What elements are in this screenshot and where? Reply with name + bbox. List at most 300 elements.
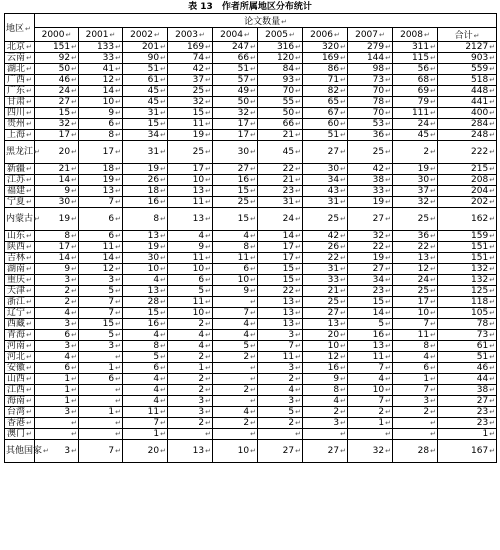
table-row (5, 297, 497, 308)
value-cell: 311↵ (393, 42, 438, 53)
value-cell: 1↵ (348, 418, 393, 429)
value-cell: 32↵ (35, 119, 79, 130)
value-cell: 11↵ (79, 242, 123, 253)
value-cell: 45↵ (123, 86, 168, 97)
value-cell: 167↵ (438, 440, 497, 463)
value-cell: 7↵ (79, 197, 123, 208)
value-cell: 8↵ (213, 242, 258, 253)
region-cell: 山西↵ (5, 374, 35, 385)
value-cell: 28↵ (393, 440, 438, 463)
value-cell: 7↵ (79, 297, 123, 308)
value-cell: 6↵ (79, 374, 123, 385)
value-cell: 66↵ (213, 53, 258, 64)
value-cell: 17↵ (393, 297, 438, 308)
value-cell: 162↵ (438, 208, 497, 231)
value-cell: 3↵ (35, 275, 79, 286)
value-cell: 15↵ (258, 264, 303, 275)
value-cell: 284↵ (438, 119, 497, 130)
table-row (5, 341, 497, 352)
value-cell: 15↵ (168, 108, 213, 119)
region-distribution-table (4, 13, 497, 463)
value-cell: 53↵ (348, 119, 393, 130)
value-cell: 57↵ (213, 75, 258, 86)
value-cell: ↵ (348, 429, 393, 440)
value-cell: 74↵ (168, 53, 213, 64)
value-cell: 15↵ (35, 108, 79, 119)
value-cell: 4↵ (348, 374, 393, 385)
value-cell: 20↵ (123, 440, 168, 463)
value-cell: 5↵ (258, 407, 303, 418)
value-cell: 9↵ (35, 186, 79, 197)
value-cell: 19↵ (168, 130, 213, 141)
table-row (5, 418, 497, 429)
table-row (5, 319, 497, 330)
value-cell: ↵ (79, 396, 123, 407)
table-header (5, 14, 497, 42)
table-body (5, 42, 497, 463)
value-cell: 4↵ (168, 330, 213, 341)
value-cell: 3↵ (303, 418, 348, 429)
value-cell: 10↵ (168, 264, 213, 275)
value-cell: 215↵ (438, 164, 497, 175)
value-cell: ↵ (258, 429, 303, 440)
value-cell: 11↵ (258, 352, 303, 363)
value-cell: 24↵ (35, 86, 79, 97)
value-cell: 73↵ (348, 75, 393, 86)
value-cell: 13↵ (258, 297, 303, 308)
value-cell: 24↵ (393, 119, 438, 130)
value-cell: 19↵ (123, 242, 168, 253)
value-cell: 9↵ (168, 242, 213, 253)
value-cell: 144↵ (348, 53, 393, 64)
value-cell: 3↵ (258, 363, 303, 374)
value-cell: 2↵ (35, 297, 79, 308)
value-cell: 92↵ (35, 53, 79, 64)
value-cell: 4↵ (123, 330, 168, 341)
value-cell: 51↵ (123, 64, 168, 75)
region-cell: 陕西↵ (5, 242, 35, 253)
year-header-0: 2000↵ (35, 28, 79, 42)
value-cell: 2↵ (168, 352, 213, 363)
value-cell: 24↵ (393, 275, 438, 286)
value-cell: 36↵ (393, 231, 438, 242)
value-cell: 23↵ (438, 407, 497, 418)
year-header-6: 2006↵ (303, 28, 348, 42)
value-cell: 22↵ (258, 164, 303, 175)
value-cell: 23↵ (348, 286, 393, 297)
value-cell: 6↵ (79, 119, 123, 130)
value-cell: 4↵ (123, 275, 168, 286)
value-cell: 3↵ (35, 440, 79, 463)
value-cell: 17↵ (213, 119, 258, 130)
value-cell: 27↵ (303, 308, 348, 319)
value-cell: 23↵ (258, 186, 303, 197)
value-cell: 5↵ (348, 319, 393, 330)
value-cell: 903↵ (438, 53, 497, 64)
value-cell: 6↵ (35, 330, 79, 341)
value-cell: 49↵ (213, 86, 258, 97)
value-cell: 16↵ (123, 319, 168, 330)
region-cell: 新疆↵ (5, 164, 35, 175)
value-cell: 10↵ (348, 385, 393, 396)
value-cell: 13↵ (123, 231, 168, 242)
value-cell: 90↵ (123, 53, 168, 64)
value-cell: 22↵ (258, 286, 303, 297)
value-cell: 201↵ (123, 42, 168, 53)
value-cell: 9↵ (79, 108, 123, 119)
value-cell: 22↵ (303, 253, 348, 264)
value-cell: 27↵ (438, 396, 497, 407)
value-cell: 50↵ (35, 64, 79, 75)
value-cell: 15↵ (213, 208, 258, 231)
region-cell: 内蒙古↵ (5, 208, 35, 231)
value-cell: 9↵ (35, 264, 79, 275)
value-cell: 6↵ (79, 231, 123, 242)
table-row (5, 97, 497, 108)
value-cell: 518↵ (438, 75, 497, 86)
region-cell: 甘肃↵ (5, 97, 35, 108)
value-cell: 30↵ (393, 175, 438, 186)
value-cell: 3↵ (168, 407, 213, 418)
value-cell: 27↵ (348, 264, 393, 275)
value-cell: 7↵ (393, 385, 438, 396)
value-cell: 60↵ (303, 119, 348, 130)
value-cell: 151↵ (438, 242, 497, 253)
value-cell: 12↵ (393, 264, 438, 275)
value-cell: 25↵ (393, 208, 438, 231)
value-cell: 50↵ (213, 97, 258, 108)
value-cell: 6↵ (123, 363, 168, 374)
value-cell: 247↵ (213, 42, 258, 53)
value-cell: 31↵ (123, 141, 168, 164)
value-cell: ↵ (79, 385, 123, 396)
value-cell: 4↵ (168, 231, 213, 242)
value-cell: 27↵ (303, 141, 348, 164)
region-column-header: 地区↵ (5, 14, 35, 42)
value-cell: 25↵ (168, 86, 213, 97)
value-cell: 105↵ (438, 308, 497, 319)
value-cell: 13↵ (168, 208, 213, 231)
value-cell: 42↵ (303, 231, 348, 242)
region-cell: 河南↵ (5, 341, 35, 352)
value-cell: 45↵ (258, 141, 303, 164)
table-row (5, 363, 497, 374)
value-cell: 27↵ (258, 440, 303, 463)
value-cell: ↵ (213, 363, 258, 374)
value-cell: 132↵ (438, 264, 497, 275)
value-cell: 7↵ (79, 440, 123, 463)
value-cell: 38↵ (348, 175, 393, 186)
value-cell: 56↵ (393, 64, 438, 75)
value-cell: 3↵ (393, 396, 438, 407)
value-cell: 4↵ (393, 352, 438, 363)
value-cell: 4↵ (303, 396, 348, 407)
value-cell: 19↵ (348, 197, 393, 208)
value-cell: 26↵ (303, 242, 348, 253)
value-cell: 7↵ (348, 363, 393, 374)
table-row (5, 130, 497, 141)
value-cell: 33↵ (303, 275, 348, 286)
value-cell: 18↵ (79, 164, 123, 175)
value-cell: 30↵ (123, 253, 168, 264)
value-cell: 51↵ (438, 352, 497, 363)
value-cell: 61↵ (123, 75, 168, 86)
value-cell: 118↵ (438, 297, 497, 308)
value-cell: 559↵ (438, 64, 497, 75)
value-cell: 6↵ (213, 264, 258, 275)
value-cell: 42↵ (168, 64, 213, 75)
table-row (5, 385, 497, 396)
value-cell: 33↵ (348, 186, 393, 197)
value-cell: 320↵ (303, 42, 348, 53)
region-cell: 山东↵ (5, 231, 35, 242)
value-cell: 10↵ (303, 341, 348, 352)
value-cell: ↵ (35, 418, 79, 429)
value-cell: 34↵ (348, 275, 393, 286)
value-cell: ↵ (213, 297, 258, 308)
value-cell: 17↵ (213, 130, 258, 141)
value-cell: 11↵ (393, 330, 438, 341)
value-cell: 15↵ (348, 297, 393, 308)
value-cell: 13↵ (303, 319, 348, 330)
region-cell: 香港↵ (5, 418, 35, 429)
value-cell: 125↵ (438, 286, 497, 297)
value-cell: 3↵ (79, 341, 123, 352)
value-cell: 31↵ (303, 197, 348, 208)
value-cell: 17↵ (79, 141, 123, 164)
value-cell: 7↵ (123, 418, 168, 429)
value-cell: ↵ (213, 429, 258, 440)
value-cell: 279↵ (348, 42, 393, 53)
value-cell: 151↵ (35, 42, 79, 53)
value-cell: 19↵ (348, 253, 393, 264)
table-row (5, 64, 497, 75)
value-cell: 23↵ (438, 418, 497, 429)
value-cell: 6↵ (35, 363, 79, 374)
value-cell: 86↵ (303, 64, 348, 75)
value-cell: 2↵ (258, 418, 303, 429)
value-cell: 19↵ (393, 164, 438, 175)
value-cell: 31↵ (258, 197, 303, 208)
value-cell: 1↵ (168, 363, 213, 374)
value-cell: 20↵ (303, 330, 348, 341)
value-cell: 4↵ (213, 407, 258, 418)
value-cell: 51↵ (303, 130, 348, 141)
value-cell: 19↵ (79, 175, 123, 186)
value-cell: 25↵ (168, 141, 213, 164)
value-cell: 82↵ (303, 86, 348, 97)
table-row (5, 286, 497, 297)
value-cell: 31↵ (123, 108, 168, 119)
value-cell: 17↵ (35, 242, 79, 253)
value-cell: 6↵ (168, 275, 213, 286)
value-cell: 12↵ (79, 75, 123, 86)
region-cell: 吉林↵ (5, 253, 35, 264)
value-cell: 2↵ (213, 385, 258, 396)
table-row (5, 264, 497, 275)
region-cell: 四川↵ (5, 108, 35, 119)
value-cell: 8↵ (123, 341, 168, 352)
value-cell: 441↵ (438, 97, 497, 108)
value-cell: 31↵ (303, 264, 348, 275)
value-cell: 18↵ (123, 186, 168, 197)
value-cell: 13↵ (168, 186, 213, 197)
value-cell: 202↵ (438, 197, 497, 208)
region-cell: 黑龙江↵ (5, 141, 35, 164)
value-cell: 2↵ (213, 418, 258, 429)
value-cell: 13↵ (123, 286, 168, 297)
paper-count-group-header: 论文数量↵ (35, 14, 497, 28)
region-cell: 北京↵ (5, 42, 35, 53)
value-cell: 2127↵ (438, 42, 497, 53)
value-cell: 45↵ (393, 130, 438, 141)
value-cell: 1↵ (35, 396, 79, 407)
value-cell: 9↵ (303, 374, 348, 385)
value-cell: 11↵ (348, 352, 393, 363)
value-cell: ↵ (393, 429, 438, 440)
value-cell: 67↵ (303, 108, 348, 119)
value-cell: 4↵ (213, 330, 258, 341)
value-cell: 169↵ (168, 42, 213, 53)
value-cell: 7↵ (348, 396, 393, 407)
value-cell: 14↵ (79, 253, 123, 264)
value-cell: 132↵ (438, 275, 497, 286)
region-cell: 西藏↵ (5, 319, 35, 330)
value-cell: 2↵ (393, 141, 438, 164)
value-cell: 2↵ (303, 407, 348, 418)
value-cell: 78↵ (438, 319, 497, 330)
value-cell: 34↵ (123, 130, 168, 141)
value-cell: 16↵ (303, 363, 348, 374)
value-cell: 2↵ (168, 385, 213, 396)
value-cell: 25↵ (303, 208, 348, 231)
value-cell: 151↵ (438, 253, 497, 264)
region-cell: 其他国家↵ (5, 440, 35, 463)
value-cell: 3↵ (35, 341, 79, 352)
value-cell: 3↵ (258, 396, 303, 407)
value-cell: 25↵ (303, 297, 348, 308)
value-cell: 44↵ (438, 374, 497, 385)
table-row (5, 330, 497, 341)
value-cell: 1↵ (123, 429, 168, 440)
value-cell: 316↵ (258, 42, 303, 53)
value-cell: 6↵ (79, 208, 123, 231)
value-cell: 4↵ (35, 352, 79, 363)
region-cell: 澳门↵ (5, 429, 35, 440)
value-cell: 70↵ (348, 86, 393, 97)
value-cell: 22↵ (348, 242, 393, 253)
value-cell: 50↵ (258, 108, 303, 119)
value-cell: 26↵ (123, 175, 168, 186)
table-row (5, 275, 497, 286)
table-row (5, 374, 497, 385)
value-cell: 79↵ (393, 97, 438, 108)
value-cell: 2↵ (168, 374, 213, 385)
region-cell: 台湾↵ (5, 407, 35, 418)
region-cell: 福建↵ (5, 186, 35, 197)
table-row (5, 119, 497, 130)
value-cell: 13↵ (168, 440, 213, 463)
value-cell: 1↵ (79, 407, 123, 418)
value-cell: 222↵ (438, 141, 497, 164)
region-cell: 天津↵ (5, 286, 35, 297)
value-cell: 2↵ (213, 352, 258, 363)
value-cell: 2↵ (348, 407, 393, 418)
value-cell: 65↵ (303, 97, 348, 108)
value-cell: 37↵ (168, 75, 213, 86)
value-cell: 19↵ (35, 208, 79, 231)
value-cell: 3↵ (35, 407, 79, 418)
value-cell: 8↵ (393, 341, 438, 352)
value-cell: 32↵ (168, 97, 213, 108)
value-cell: 3↵ (35, 319, 79, 330)
value-cell: 32↵ (348, 231, 393, 242)
value-cell: 22↵ (393, 242, 438, 253)
value-cell: 32↵ (348, 440, 393, 463)
value-cell: 21↵ (258, 175, 303, 186)
value-cell: 9↵ (213, 286, 258, 297)
region-cell: 云南↵ (5, 53, 35, 64)
value-cell: 15↵ (123, 308, 168, 319)
value-cell: 32↵ (393, 197, 438, 208)
value-cell: ↵ (303, 429, 348, 440)
value-cell: 2↵ (258, 374, 303, 385)
value-cell: 208↵ (438, 175, 497, 186)
value-cell: 13↵ (258, 319, 303, 330)
value-cell: 21↵ (35, 164, 79, 175)
table-row (5, 86, 497, 97)
value-cell: 8↵ (35, 231, 79, 242)
value-cell: 14↵ (79, 86, 123, 97)
value-cell: 30↵ (303, 164, 348, 175)
value-cell: 11↵ (213, 253, 258, 264)
value-cell: 169↵ (303, 53, 348, 64)
table-row (5, 440, 497, 463)
value-cell: 7↵ (393, 319, 438, 330)
value-cell: 10↵ (168, 175, 213, 186)
value-cell: 16↵ (348, 330, 393, 341)
value-cell: 16↵ (213, 175, 258, 186)
value-cell: 5↵ (213, 341, 258, 352)
year-header-2: 2002↵ (123, 28, 168, 42)
value-cell: 3↵ (258, 330, 303, 341)
value-cell: 17↵ (258, 242, 303, 253)
region-cell: 湖北↵ (5, 64, 35, 75)
value-cell: 5↵ (79, 330, 123, 341)
value-cell: 21↵ (258, 130, 303, 141)
value-cell: 159↵ (438, 231, 497, 242)
value-cell: 70↵ (348, 108, 393, 119)
value-cell: 17↵ (258, 253, 303, 264)
value-cell: 5↵ (79, 286, 123, 297)
value-cell: 4↵ (168, 341, 213, 352)
value-cell: 13↵ (79, 186, 123, 197)
table-row (5, 231, 497, 242)
value-cell: 46↵ (438, 363, 497, 374)
year-header-9: 合计↵ (438, 28, 497, 42)
value-cell: ↵ (168, 429, 213, 440)
value-cell: 10↵ (123, 264, 168, 275)
value-cell: 13↵ (258, 308, 303, 319)
value-cell: 25↵ (348, 141, 393, 164)
table-row (5, 141, 497, 164)
value-cell: 8↵ (79, 130, 123, 141)
value-cell: 248↵ (438, 130, 497, 141)
value-cell: 45↵ (123, 97, 168, 108)
value-cell: 2↵ (168, 319, 213, 330)
value-cell: 14↵ (35, 253, 79, 264)
value-cell: 5↵ (123, 352, 168, 363)
